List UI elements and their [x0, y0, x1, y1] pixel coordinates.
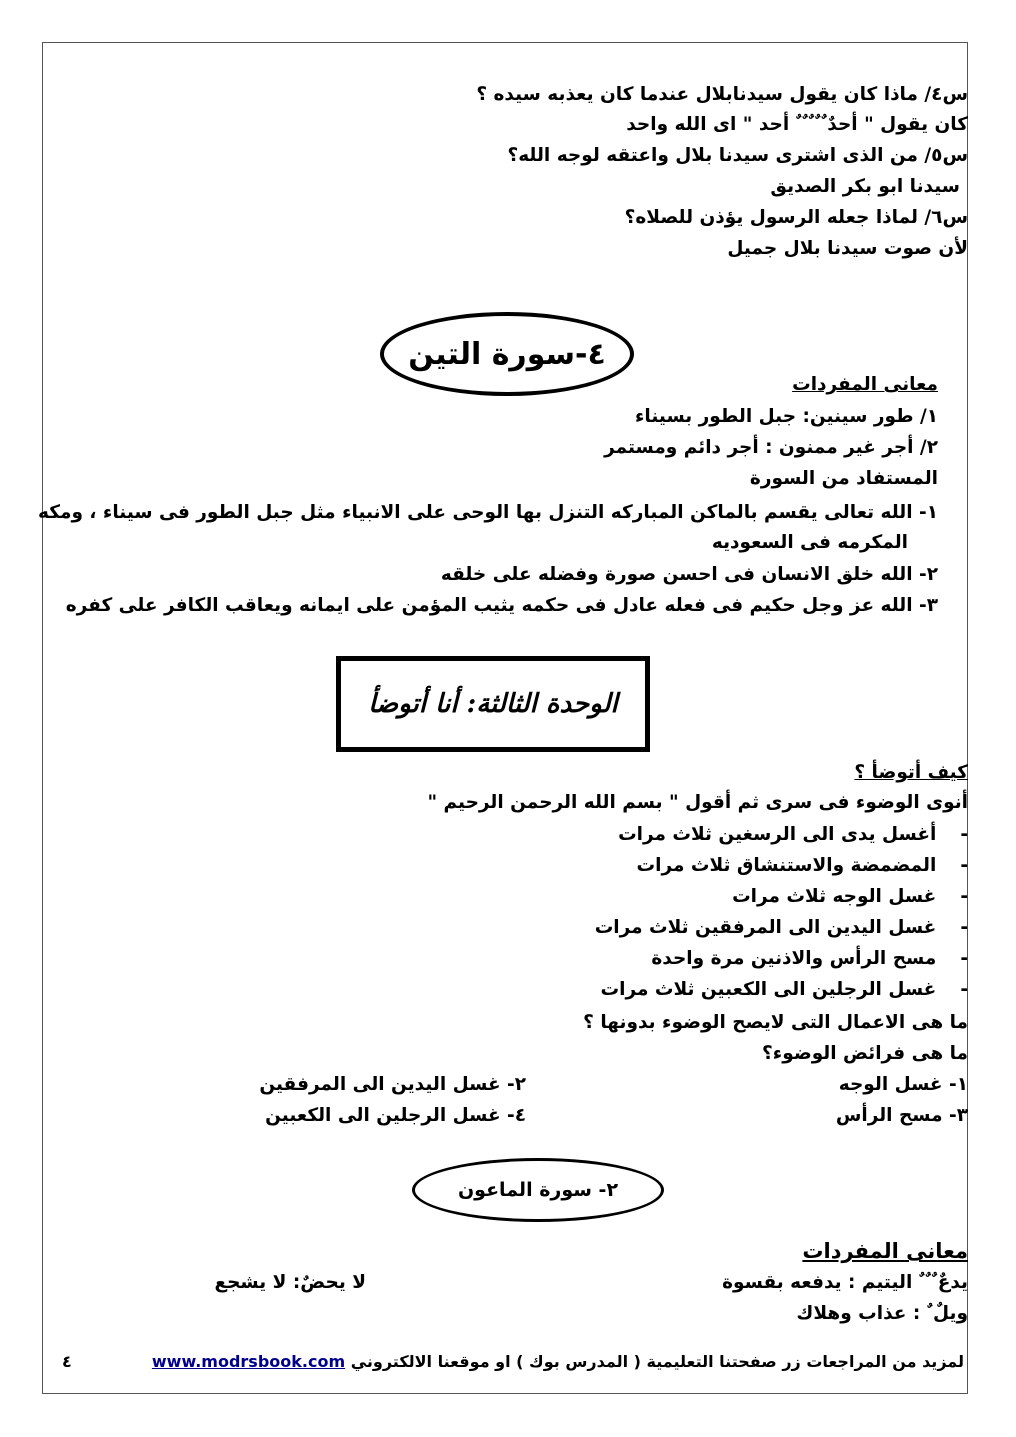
- surah-tin-title: ٤-سورة التين: [380, 312, 634, 396]
- question-faraid: ما هى فرائض الوضوء؟: [762, 1043, 968, 1064]
- question-acts: ما هى الاعمال التى لايصح الوضوء بدونها ؟: [583, 1012, 968, 1033]
- answer-5: سيدنا ابو بكر الصديق: [770, 176, 960, 197]
- website-link[interactable]: www.modrsbook.com: [151, 1352, 346, 1371]
- lesson-item: ١- الله تعالى يقسم بالماكن المباركه التنزل بها الوحى على الانبياء مثل جبل الطور فى سيناء ، ومكه: [38, 502, 938, 523]
- vocab-heading: معانى المفردات: [802, 1239, 968, 1263]
- surah-maun-title: ٢- سورة الماعون: [412, 1158, 664, 1222]
- vocab-item: ويلٌ ٌ : عذاب وهلاك: [796, 1303, 968, 1324]
- vocab-item: ٢/ أجر غير ممنون : أجر دائم ومستمر: [604, 437, 938, 458]
- wudu-step: -غسل اليدين الى المرفقين ثلاث مرات: [594, 917, 968, 938]
- page-number: ٤: [62, 1352, 72, 1371]
- wudu-step: -أغسل يدى الى الرسغين ثلاث مرات: [618, 824, 968, 845]
- vocab-item: يدعٌ ٌ ٌ ٌ اليتيم : يدفعه بقسوة: [722, 1272, 968, 1293]
- how-heading: كيف أتوضأ ؟: [854, 762, 968, 783]
- lesson-item: المكرمه فى السعوديه: [711, 532, 908, 553]
- answer-4: كان يقول " أحدٌ ٌ ٌ ٌ ٌ ٌ أحد " اى الله واحد: [626, 114, 968, 135]
- wudu-step: -غسل الوجه ثلاث مرات: [732, 886, 968, 907]
- footer-note: لمزيد من المراجعات زر صفحتنا التعليمية ( المدرس بوك ) او موقعنا الالكتروني: [350, 1352, 964, 1371]
- wudu-step: -غسل الرجلين الى الكعبين ثلاث مرات: [600, 979, 968, 1000]
- faraid-item: ٢- غسل اليدين الى المرفقين: [259, 1074, 526, 1095]
- lessons-heading: المستفاد من السورة: [749, 468, 938, 489]
- question-4: س٤/ ماذا كان يقول سيدنابلال عندما كان يعذبه سيده ؟: [476, 84, 968, 105]
- lesson-item: ٢- الله خلق الانسان فى احسن صورة وفضله على خلقه: [440, 564, 938, 585]
- question-5: س٥/ من الذى اشترى سيدنا بلال واعتقه لوجه الله؟: [507, 145, 968, 166]
- wudu-step: -المضمضة والاستنشاق ثلاث مرات: [636, 855, 968, 876]
- faraid-item: ٣- مسح الرأس: [835, 1105, 968, 1126]
- faraid-item: ٤- غسل الرجلين الى الكعبين: [265, 1105, 526, 1126]
- unit3-title: الوحدة الثالثة: أنا أتوضأ: [336, 656, 650, 752]
- lesson-item: ٣- الله عز وجل حكيم فى فعله عادل فى حكمه يثيب المؤمن على ايمانه ويعاقب الكافر على كفره: [65, 595, 938, 616]
- faraid-item: ١- غسل الوجه: [838, 1074, 968, 1095]
- footer-text: [152, 1352, 964, 1371]
- vocab-heading: معانى المفردات: [792, 374, 938, 395]
- wudu-intro: أنوى الوضوء فى سرى ثم أقول " بسم الله الرحمن الرحيم ": [427, 792, 968, 813]
- wudu-step: -مسح الرأس والاذنين مرة واحدة: [651, 948, 968, 969]
- vocab-item: لا يحضٌ: لا يشجع: [214, 1272, 366, 1293]
- vocab-item: ١/ طور سينين: جبل الطور بسيناء: [634, 406, 938, 427]
- question-6: س٦/ لماذا جعله الرسول يؤذن للصلاه؟: [624, 207, 968, 228]
- answer-6: لأن صوت سيدنا بلال جميل: [727, 238, 968, 259]
